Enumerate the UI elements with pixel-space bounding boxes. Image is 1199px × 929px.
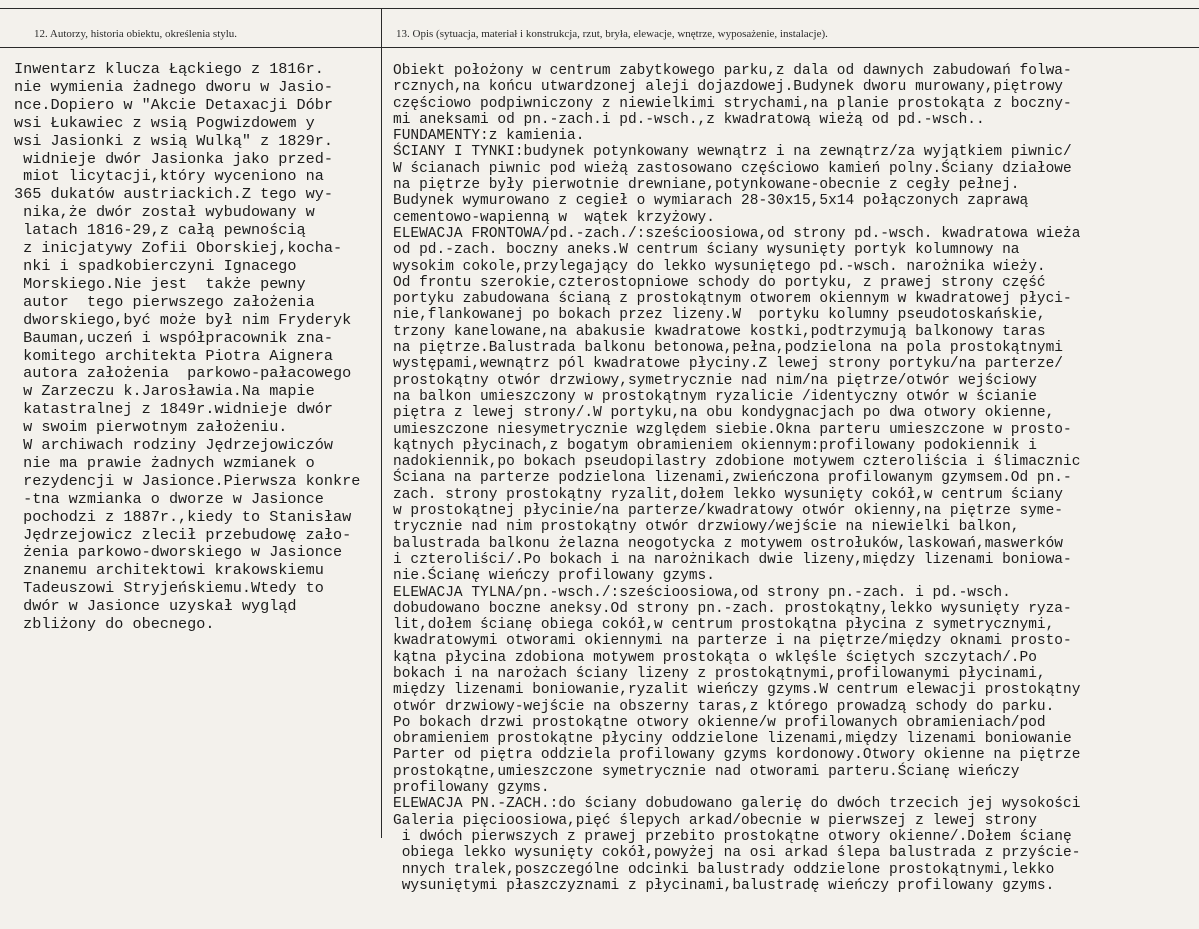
top-border-line: [0, 8, 1199, 9]
section-12-heading: 12. Autorzy, historia obiektu, określenia stylu.: [34, 28, 238, 40]
column-divider-line: [381, 8, 382, 838]
description-text-column: Obiekt położony w centrum zabytkowego parku,z dala od dawnych zabudowań folwa- rcznych,na końcu utwardzonej alejі dojazdowej.Budynek dworu murowany,piętrowy częściowo podpiwniczony z niewielkimi strychami,na planie prostokąta z boczny- mi aneksami od pn.-zach.i pd.-wsch.,z kwadratową wieżą od pd.-wsch.. FUNDAMENTY:z kamienia. ŚCIANY I TYNKI:budynek potynkowany wewnątrz i na zewnątrz/za wyjątkiem piwnic/ W ścianach piwnic pod wieżą zastosowano częściowo kamień polny.Ściany działowe na piętrze były pierwotnie drewniane,potynkowane-obecnie z cegły pełnej. Budynek wymurowano z cegieł o wymiarach 28-30x15,5x14 połączonych zaprawą cementowo-wapienną w wątek krzyżowy. ELEWACJA FRONTOWA/pd.-zach./:sześcioosiowa,od strony pd.-wsch. kwadratowa wieża od pd.-zach. boczny aneks.W centrum ściany wysunięty portyk kolumnowy na wysokim cokole,przylegający do lekko wysuniętego pd.-wsch. narożnika wieży. Od frontu szerokie,czterostopniowe schody do portyku, z prawej strony część portyku zabudowana ścianą z prostokątnym otworem okiennym w kwadratowej płyci- nie,flankowanej po bokach przez lizeny.W portyku kolumny pseudotoskańskie, trzony kanelowane,na abakusie kwadratowe kostki,podtrzymują balkonowy taras na piętrze.Balustrada balkonu betonowa,pełna,podzielona na pola prostokątnymi występami,wewnątrz pól kwadratowe płyciny.Z lewej strony portyku/na parterze/ prostokątny otwór drzwiowy,symetrycznie nad nim/na piętrze/otwór wejściowy na balkon umieszczony w prostokątnym ryzalicie /identyczny otwór w ścianie piętra z lewej strony/.W portyku,na obu kondygnacjach po dwa otwory okienne, umieszczone niesymetrycznie względem siebie.Okna parteru umieszczone w prosto- kątnych płycinach,z bogatym obramieniem okiennym:profilowany podokiennik i nadokiennik,po bokach pseudopilastry zdobione motywem czteroliścia i ślimacznic Ściana na parterze podzielona lizenami,zwieńczona profilowanym gzymsem.Od pn.- zach. strony prostokątny ryzalit,dołem lekko wysunięty cokół,w centrum ściany w prostokątnej płycinie/na parterze/kwadratowy otwór okienny,na piętrze syme- trycznie nad nim prostokątny otwór drzwiowy/wejście na niewielki balkon, balustrada balkonu żelazna neogotycka z motywem ostrołuków,laskowań,maswerków i czteroliści/.Po bokach i na narożnikach dwie lizeny,między lizenami boniowa- nie.Ścianę wieńczy profilowany gzyms. ELEWACJA TYLNA/pn.-wsch./:sześcioosiowa,od strony pn.-zach. i pd.-wsch. dobudowano boczne aneksy.Od strony pn.-zach. prostokątny,lekko wysunięty ryza- lit,dołem ścianę obiega cokół,w centrum prostokątna płycina z symetrycznymi, kwadratowymi otworami okiennymi na parterze i na piętrze/między oknami prosto- kątna płycina zdobiona motywem prostokąta o wklęśle ściętych szczytach/.Po bokach i na narożach ściany lizeny z prostokątnymi,profilowanymi płycinami, między lizenami boniowanie,ryzalit wieńczy gzyms.W centrum elewacji prostokątny otwór drzwiowy-wejście na obszerny taras,z którego prowadzą schody do parku. Po bokach drzwi prostokątne otwory okienne/w profilowanych obramieniach/pod obramieniem prostokątne płyciny oddzielone lizenami,między lizenami boniowanie Parter od piętra oddziela profilowany gzyms kordonowy.Otwory okienne na piętrze prostokątne,umieszczone symetrycznie nad otworami parteru.Ścianę wieńczy profilowany gzyms. ELEWACJA PN.-ZACH.:do ściany dobudowano galerię do dwóch trzecich jej wysokości Galeria pięcioosiowa,pięć ślepych arkad/obecnie w pierwszej z lewej strony i dwóch pierwszych z prawej przebito prostokątne otwory okienne/.Dołem ścianę obiega lekko wysunięty cokół,powyżej na osi arkad ślepa balustrada z przyście- nnych tralek,poszczególne odcinki balustrady oddzielone prostokątnymi,lekko wysuniętymi płaszczyznami z płycinami,balustradę wieńczy profilowany gzyms.: [393, 63, 1081, 894]
header-separator-line: [0, 47, 1199, 48]
history-text-column: Inwentarz klucza Łąckiego z 1816r. nie wymienia żadnego dworu w Jasio- nce.Dopiero w "Akcie Detaxacji Dóbr wsi Łukawiec z wsią Pogwizdowem y wsi Jasionki z wsią Wulką" z 1829r. widnieje dwór Jasionka jako przed- miot licytacji,który wyceniono na 365 dukatów austriackich.Z tego wy- nika,że dwór został wybudowany w latach 1816-29,z całą pewnością z inicjatywy Zofii Oborskiej,kocha- nki i spadkobierczyni Ignacego Morskiego.Nie jest także pewny autor tego pierwszego założenia dworskiego,być może był nim Fryderyk Bauman,uczeń i współpracownik zna- komitego architekta Piotra Aignera autora założenia parkowo-pałacowego w Zarzeczu k.Jarosławia.Na mapie katastralnej z 1849r.widnieje dwór w swoim pierwotnym założeniu. W archiwach rodziny Jędrzejowiczów nie ma prawie żadnych wzmianek o rezydencji w Jasionce.Pierwsza konkre -tna wzmianka o dworze w Jasionce pochodzi z 1887r.,kiedy to Stanisław Jędrzejowicz zlecił przebudowę zało- żenia parkowo-dworskiego w Jasionce znanemu architektowi krakowskiemu Tadeuszowi Stryjeńskiemu.Wtedy to dwór w Jasionce uzyskał wygląd zbliżony do obecnego.: [14, 61, 361, 634]
section-13-heading: 13. Opis (sytuacja, materiał i konstrukcja, rzut, bryła, elewacje, wnętrze, wyposażenie, instalacje).: [396, 28, 828, 40]
